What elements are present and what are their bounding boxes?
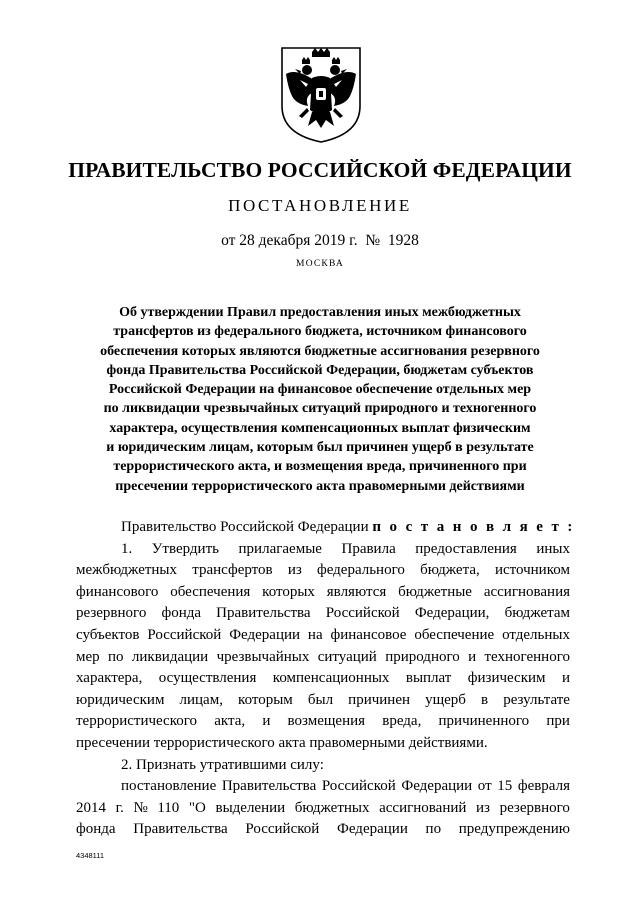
paragraph-1-line: субъектов Российской Федерации на финансовое обеспечение отдельных [76,626,570,643]
footer-stamp: 4348111 [76,851,105,860]
government-title: ПРАВИТЕЛЬСТВО РОССИЙСКОЙ ФЕДЕРАЦИИ [68,158,572,182]
paragraph-2: 2. Признать утратившими силу: [121,756,324,773]
paragraph-1-line: террористического акта, и возмещения вреда, причиненного при [76,713,570,730]
title-line: фонда Правительства Российской Федерации, бюджетам субъектов [106,362,534,378]
document-type: ПОСТАНОВЛЕНИЕ [228,196,412,215]
paragraph-1-line: юридическим лицам, которым был причинен ущерб в результате [76,691,570,708]
paragraph-1-line: мер по ликвидации чрезвычайных ситуаций природного и техногенного [76,648,570,665]
title-line: по ликвидации чрезвычайных ситуаций природного и техногенного [103,401,537,417]
title-line: Российской Федерации на финансовое обеспечение отдельных мер [108,382,532,398]
paragraph-3-line: фонда Правительства Российской Федерации по предупреждению [76,821,570,838]
preamble [76,517,575,539]
title-line: террористического акта, и возмещения вреда, причиненного при [113,459,527,475]
preamble-subject: Правительство Российской Федерации [121,519,369,535]
paragraph-1-line: финансового обеспечения которых являются бюджетные ассигнования [76,583,570,600]
title-line: трансфертов из федерального бюджета, источником финансового [113,324,527,340]
russian-double-headed-eagle-icon [274,44,368,144]
paragraph-1-line: пресечении террористического акта правомерными действиями. [76,734,488,751]
title-line: обеспечения которых являются бюджетные ассигнования резервного [100,343,540,359]
paragraph-1-line: 1. Утвердить прилагаемые Правила предоставления иных [121,540,570,557]
paragraph-1-line: межбюджетных трансфертов из федерального бюджета, источником [76,562,570,579]
document-subject-title [70,303,570,496]
title-line: пресечении террористического акта правомерными действиями [115,478,525,494]
preamble-verb: п о с т а н о в л я е т : [372,519,575,535]
title-line: Об утверждении Правил предоставления иных межбюджетных [119,305,521,320]
paragraph-3-line: постановление Правительства Российской Федерации от 15 февраля [121,778,570,795]
title-line: и юридическим лицам, которым был причинен ущерб в результате [106,440,534,456]
document-date-number: от 28 декабря 2019 г. № 1928 [221,232,419,249]
paragraph-1-line: резервного фонда Правительства Российской Федерации, бюджетам [76,605,570,622]
document-body [76,517,575,841]
paragraph-1-line: характера, осуществления компенсационных выплат физическим и [76,670,570,687]
document-city: МОСКВА [296,259,344,269]
paragraph-3-line: 2014 г. № 110 "О выделении бюджетных ассигнований из резервного [76,799,570,816]
title-line: характера, осуществления компенсационных выплат физическим [109,420,531,436]
